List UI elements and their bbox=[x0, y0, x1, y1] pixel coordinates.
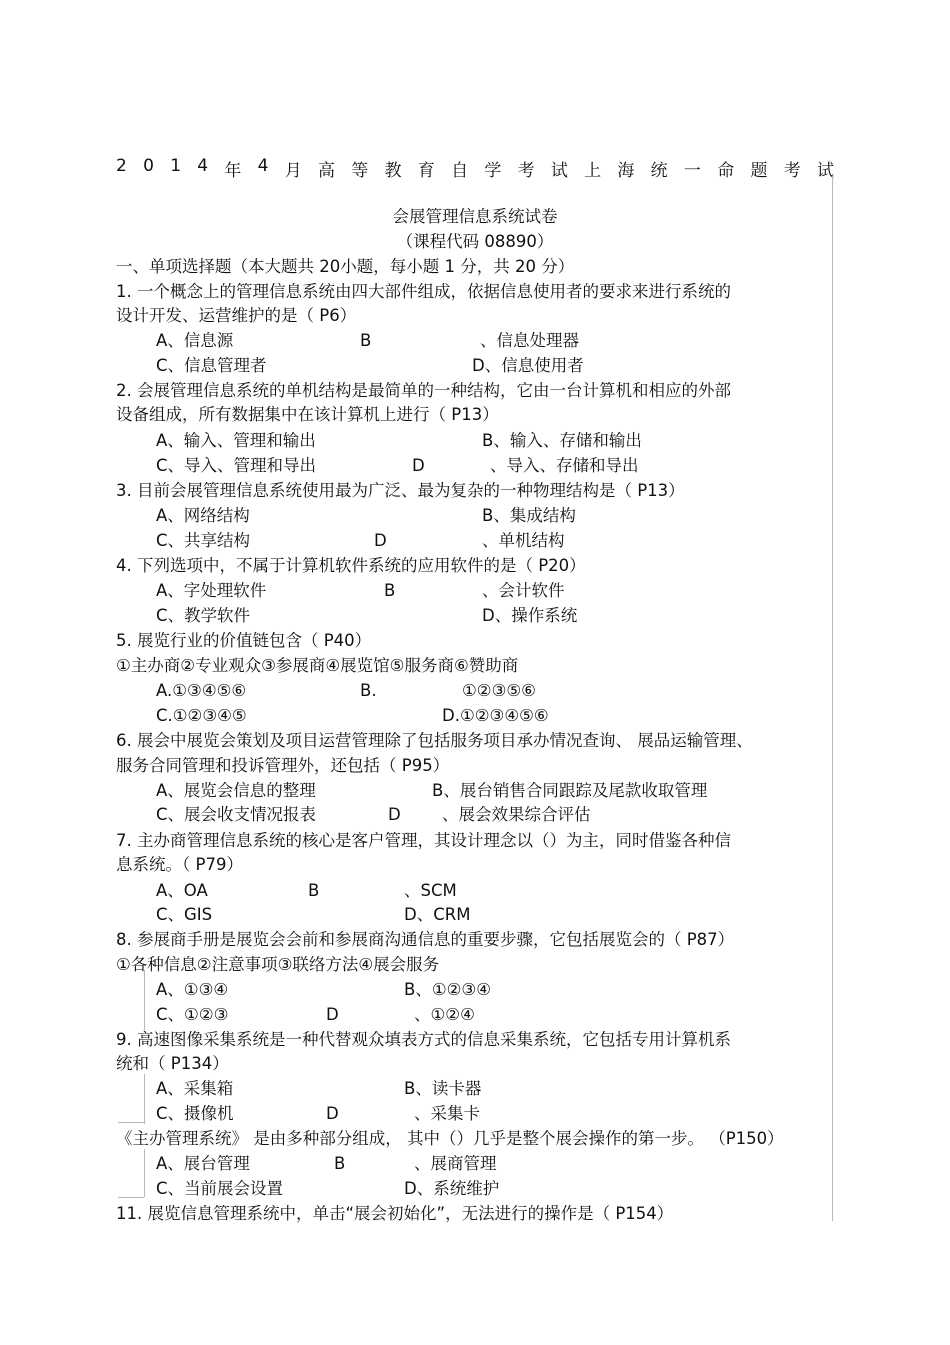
header-char: 2 bbox=[116, 156, 127, 176]
option-c: C、导入、管理和导出 bbox=[156, 456, 317, 475]
option-b: B. bbox=[360, 681, 377, 700]
option-b: B、集成结构 bbox=[482, 506, 576, 525]
header-char: 高 bbox=[318, 161, 335, 181]
option-c: C、展会收支情况报表 bbox=[156, 805, 317, 824]
option-a: A、字处理软件 bbox=[156, 581, 267, 600]
option-a: A、信息源 bbox=[156, 331, 234, 350]
header-char: 试 bbox=[550, 161, 568, 181]
question-text: 3. 目前会展管理信息系统使用最为广泛、最为复杂的一种物理结构是（ P13） bbox=[116, 481, 685, 500]
option-c: C、摄像机 bbox=[156, 1104, 234, 1123]
header-char: 上 bbox=[584, 161, 602, 181]
option-d: D bbox=[326, 1005, 339, 1024]
course-code: （课程代码 08890） bbox=[396, 232, 554, 251]
exam-header bbox=[116, 156, 834, 182]
option-b: B bbox=[308, 881, 320, 900]
section-heading: 一、单项选择题（本大题共 20小题，每小题 1 分，共 20 分） bbox=[116, 257, 575, 276]
header-char: 1 bbox=[170, 156, 182, 176]
option-c: C.①②③④⑤ bbox=[156, 706, 247, 725]
option-c: C、教学软件 bbox=[156, 606, 251, 625]
option-d: D、系统维护 bbox=[404, 1179, 500, 1198]
question-text: 服务合同管理和投诉管理外，还包括（ P95） bbox=[116, 756, 450, 775]
option-b: B、①②③④ bbox=[404, 980, 491, 999]
option-d: D bbox=[326, 1104, 339, 1123]
header-char: 学 bbox=[484, 161, 502, 181]
option-c: C、信息管理者 bbox=[156, 356, 267, 375]
option-b: B bbox=[360, 331, 372, 350]
option-a: A、采集箱 bbox=[156, 1079, 234, 1098]
option-d-text: 、导入、存储和导出 bbox=[490, 456, 639, 475]
option-b: B、输入、存储和输出 bbox=[482, 431, 642, 450]
header-char: 自 bbox=[451, 161, 469, 181]
header-char: 题 bbox=[750, 161, 768, 181]
question-text: 5. 展览行业的价值链包含（ P40） bbox=[116, 631, 372, 650]
option-d: D.①②③④⑤⑥ bbox=[442, 706, 549, 725]
question-text: 息系统。（ P79） bbox=[116, 855, 243, 874]
option-d: D、操作系统 bbox=[482, 606, 578, 625]
question-text: 统和（ P134） bbox=[116, 1054, 229, 1073]
option-c: C、GIS bbox=[156, 905, 213, 924]
option-d: D、CRM bbox=[404, 905, 471, 924]
header-char: 等 bbox=[351, 161, 369, 181]
question-text: 设计开发、运营维护的是（ P6） bbox=[116, 306, 357, 325]
option-b-text: 、会计软件 bbox=[482, 581, 565, 600]
option-b: B bbox=[334, 1154, 346, 1173]
question-text: 8. 参展商手册是展览会会前和参展商沟通信息的重要步骤，它包括展览会的（ P87） bbox=[116, 930, 735, 949]
header-char: 0 bbox=[143, 156, 154, 176]
header-char: 教 bbox=[384, 161, 402, 181]
scan-line bbox=[144, 970, 145, 1030]
option-c: C、当前展会设置 bbox=[156, 1179, 284, 1198]
option-d: D bbox=[388, 805, 401, 824]
header-char: 考 bbox=[517, 161, 535, 181]
option-a: A、①③④ bbox=[156, 980, 229, 999]
scan-line bbox=[118, 1122, 144, 1123]
question-text: 9. 高速图像采集系统是一种代替观众填表方式的信息采集系统，它包括专用计算机系 bbox=[116, 1030, 731, 1049]
header-char: 统 bbox=[650, 161, 668, 181]
scan-line bbox=[144, 1149, 145, 1197]
option-d-text: 、采集卡 bbox=[414, 1104, 480, 1123]
header-char: 月 bbox=[284, 161, 302, 181]
option-d-text: 、①②④ bbox=[414, 1005, 475, 1024]
option-b: B、展台销售合同跟踪及尾款收取管理 bbox=[432, 781, 708, 800]
option-d-text: 、展会效果综合评估 bbox=[442, 805, 591, 824]
option-a: A、OA bbox=[156, 881, 208, 900]
option-d-text: 、单机结构 bbox=[482, 531, 565, 550]
option-d: D bbox=[412, 456, 425, 475]
question-text: 1. 一个概念上的管理信息系统由四大部件组成，依据信息使用者的要求来进行系统的 bbox=[116, 282, 731, 301]
exam-title: 会展管理信息系统试卷 bbox=[392, 207, 558, 226]
header-char: 海 bbox=[617, 161, 635, 181]
question-text: 6. 展会中展览会策划及项目运营管理除了包括服务项目承办情况查询、 展品运输管理、 bbox=[116, 731, 753, 750]
option-b-text: 、信息处理器 bbox=[480, 331, 579, 350]
option-a: A、展台管理 bbox=[156, 1154, 250, 1173]
option-a: A.①③④⑤⑥ bbox=[156, 681, 247, 700]
option-d: D、信息使用者 bbox=[472, 356, 584, 375]
header-char: 4 bbox=[257, 156, 269, 176]
margin-line bbox=[832, 176, 833, 1221]
option-b-text: ①②③⑤⑥ bbox=[462, 681, 536, 700]
option-d: D bbox=[374, 531, 387, 550]
header-char: 命 bbox=[717, 161, 735, 181]
question-text: ①主办商②专业观众③参展商④展览馆⑤服务商⑥赞助商 bbox=[116, 656, 519, 675]
question-text: ①各种信息②注意事项③联络方法④展会服务 bbox=[116, 955, 440, 974]
header-char: 年 bbox=[224, 161, 242, 181]
option-c: C、共享结构 bbox=[156, 531, 251, 550]
option-c: C、①②③ bbox=[156, 1005, 229, 1024]
question-text: 11. 展览信息管理系统中，单击“展会初始化”，无法进行的操作是（ P154） bbox=[116, 1204, 674, 1223]
option-b-text: 、展商管理 bbox=[414, 1154, 497, 1173]
question-text: 7. 主办商管理信息系统的核心是客户管理，其设计理念以（）为主，同时借鉴各种信 bbox=[116, 831, 731, 850]
question-text: 4. 下列选项中，不属于计算机软件系统的应用软件的是（ P20） bbox=[116, 556, 586, 575]
option-b: B bbox=[384, 581, 396, 600]
header-char: 4 bbox=[197, 156, 209, 176]
scan-line bbox=[144, 1074, 145, 1124]
option-a: A、展览会信息的整理 bbox=[156, 781, 316, 800]
question-text: 设备组成，所有数据集中在该计算机上进行（ P13） bbox=[116, 405, 499, 424]
header-char: 试 bbox=[816, 161, 834, 181]
header-char: 考 bbox=[783, 161, 801, 181]
question-text: 2. 会展管理信息系统的单机结构是最简单的一种结构，它由一台计算机和相应的外部 bbox=[116, 381, 731, 400]
header-char: 育 bbox=[417, 161, 435, 181]
option-b-text: 、SCM bbox=[404, 881, 457, 900]
scan-line bbox=[118, 1197, 144, 1198]
option-b: B、读卡器 bbox=[404, 1079, 482, 1098]
option-a: A、网络结构 bbox=[156, 506, 250, 525]
question-text: 《主办管理系统》 是由多种部分组成， 其中（）几乎是整个展会操作的第一步。 （P150） bbox=[116, 1129, 784, 1148]
header-char: 一 bbox=[683, 161, 701, 181]
option-a: A、输入、管理和输出 bbox=[156, 431, 316, 450]
